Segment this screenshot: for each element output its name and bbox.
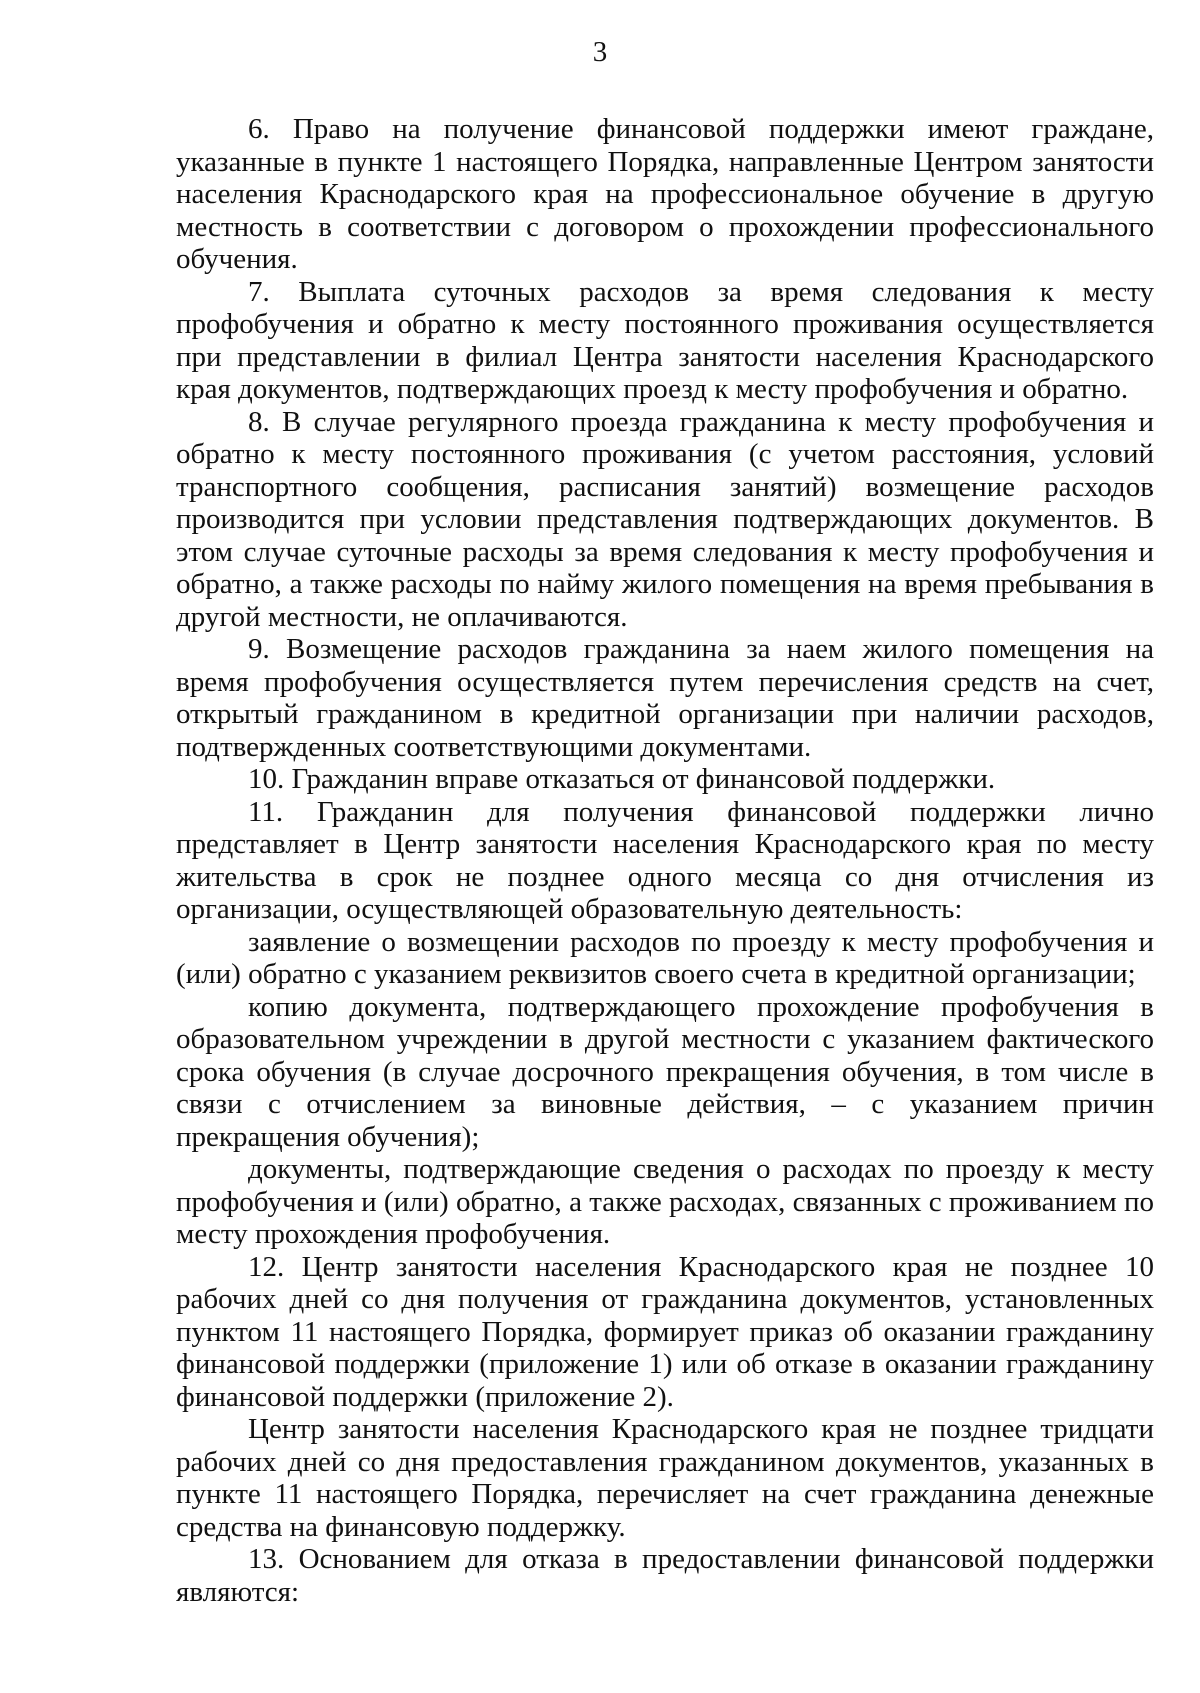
paragraph-12-continued: Центр занятости населения Краснодарского края не позднее тридцати рабочих дней со дня предоставления гражданином документов, указанных в пункте 11 настоящего Порядка, перечисляет на счет гражданина денежные средства на финансовую поддержку. [176, 1413, 1154, 1543]
document-body [176, 113, 1154, 1608]
paragraph-8: 8. В случае регулярного проезда гражданина к месту профобучения и обратно к месту постоянного проживания (с учетом расстояния, условий транспортного сообщения, расписания занятий) возмещение расходов производится при условии представления подтверждающих документов. В этом случае суточные расходы за время следования к месту профобучения и обратно, а также расходы по найму жилого помещения на время пребывания в другой местности, не оплачиваются. [176, 405, 1154, 633]
paragraph-6: 6. Право на получение финансовой поддержки имеют граждане, указанные в пункте 1 настоящего Порядка, направленные Центром занятости населения Краснодарского края на профессиональное обучение в другую местность в соответствии с договором о прохождении профессионального обучения. [176, 113, 1154, 275]
page-number: 3 [592, 36, 608, 68]
paragraph-10: 10. Гражданин вправе отказаться от финансовой поддержки. [248, 763, 996, 795]
paragraph-12: 12. Центр занятости населения Краснодарского края не позднее 10 рабочих дней со дня получения от гражданина документов, установленных пунктом 11 настоящего Порядка, формирует приказ об оказании гражданину финансовой поддержки (приложение 1) или об отказе в оказании гражданину финансовой поддержки (приложение 2). [176, 1250, 1154, 1413]
paragraph-9: 9. Возмещение расходов гражданина за наем жилого помещения на время профобучения осуществляется путем перечисления средств на счет, открытый гражданином в кредитной организации при наличии расходов, подтвержденных соответствующими документами. [176, 633, 1154, 763]
paragraph-7: 7. Выплата суточных расходов за время следования к месту профобучения и обратно к месту постоянного проживания осуществляется при представлении в филиал Центра занятости населения Краснодарского края документов, подтверждающих проезд к месту профобучения и обратно. [176, 275, 1154, 405]
paragraph-13: 13. Основанием для отказа в предоставлении финансовой поддержки являются: [176, 1543, 1154, 1608]
paragraph-11-item-expense-documents: документы, подтверждающие сведения о расходах по проезду к месту профобучения и (или) обратно, а также расходах, связанных с проживанием по месту прохождения профобучения. [176, 1153, 1154, 1250]
paragraph-11-item-application: заявление о возмещении расходов по проезду к месту профобучения и (или) обратно с указанием реквизитов своего счета в кредитной организации; [176, 925, 1154, 990]
paragraph-11-item-document-copy: копию документа, подтверждающего прохождение профобучения в образовательном учреждении в другой местности с указанием фактического срока обучения (в случае досрочного прекращения обучения, в том числе в связи с отчислением за виновные действия, – с указанием причин прекращения обучения); [176, 990, 1154, 1153]
paragraph-11: 11. Гражданин для получения финансовой поддержки лично представляет в Центр занятости населения Краснодарского края по месту жительства в срок не позднее одного месяца со дня отчисления из организации, осуществляющей образовательную деятельность: [176, 795, 1154, 925]
